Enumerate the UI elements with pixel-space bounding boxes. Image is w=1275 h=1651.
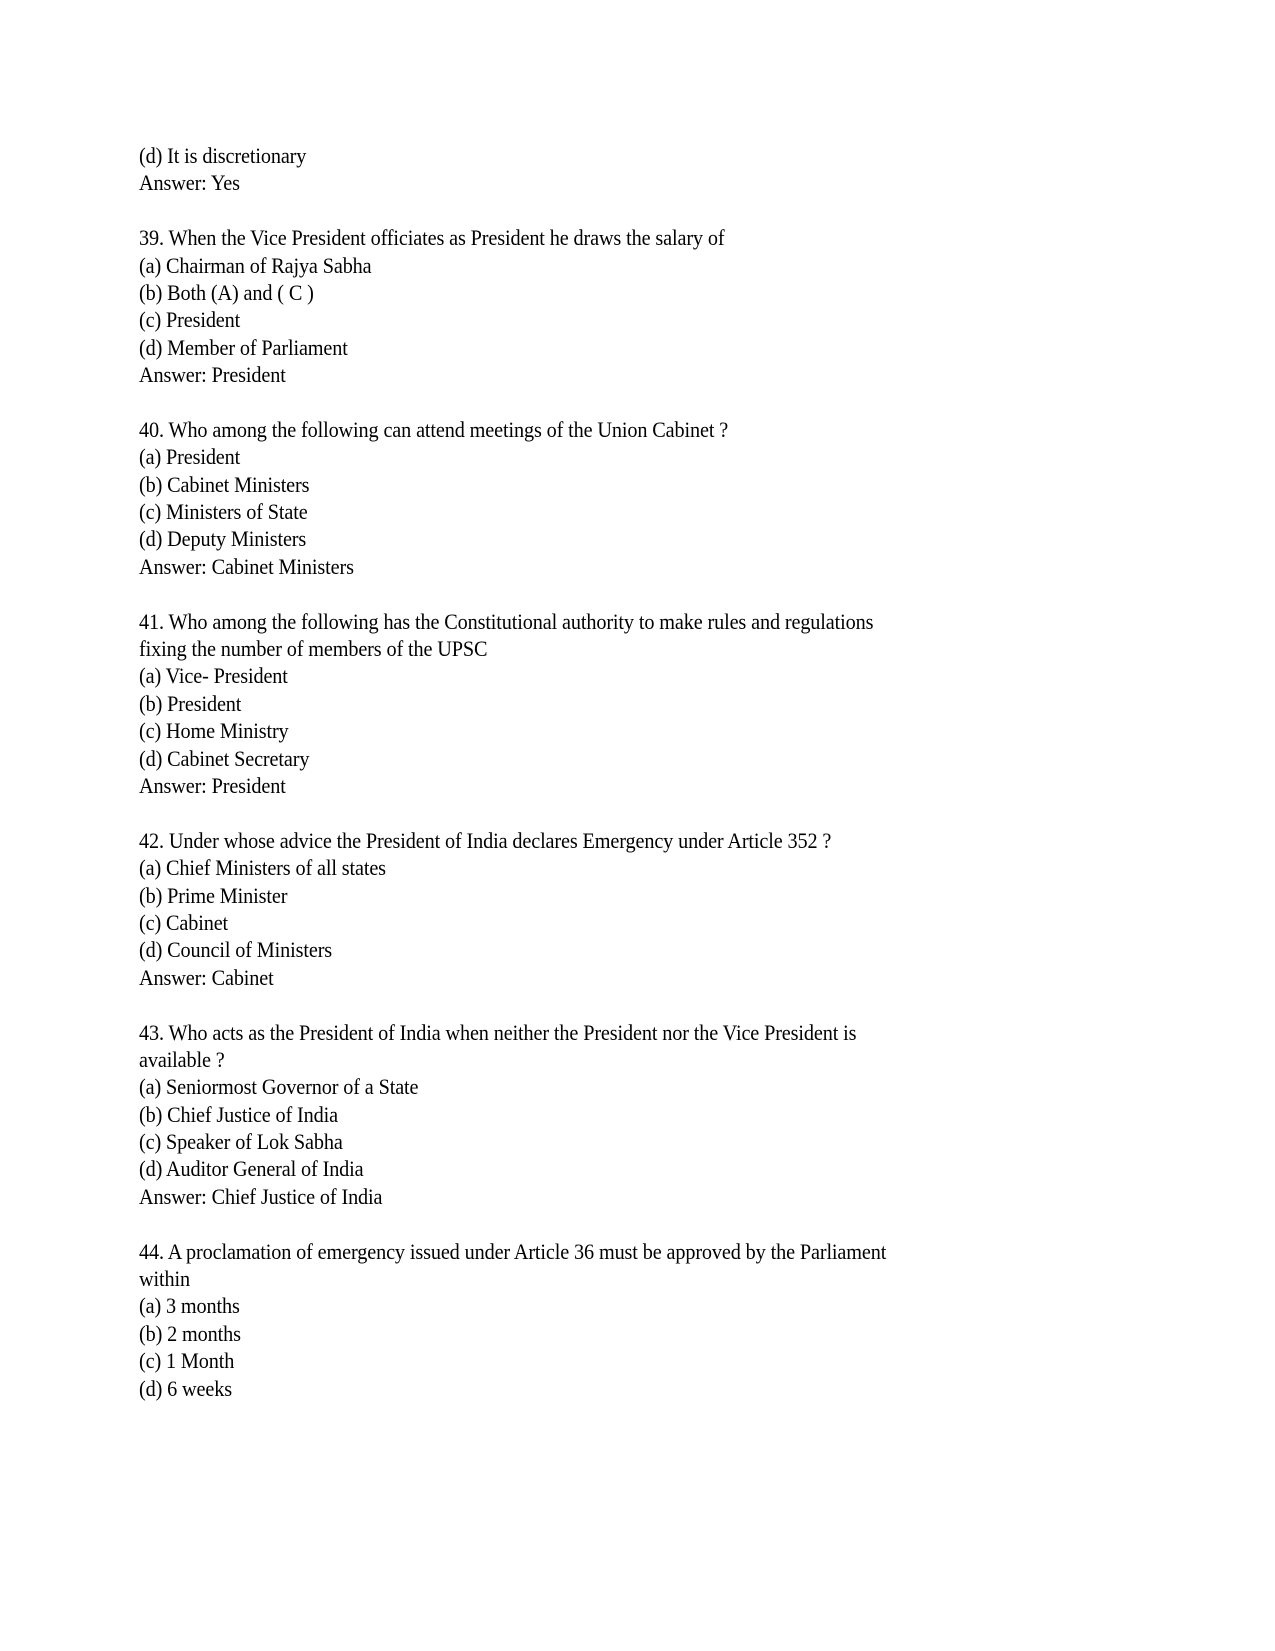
- text-line: Answer: Chief Justice of India: [139, 1183, 383, 1209]
- text-line: (a) Chairman of Rajya Sabha: [139, 252, 372, 278]
- text-line: (c) President: [139, 307, 241, 333]
- text-line: 40. Who among the following can attend meetings of the Union Cabinet ?: [139, 416, 729, 442]
- text-line: (c) Ministers of State: [139, 499, 308, 525]
- text-line: 41. Who among the following has the Constitutional authority to make rules and regulations: [139, 608, 874, 634]
- text-line: (a) Seniormost Governor of a State: [139, 1074, 419, 1100]
- text-line: within: [139, 1266, 190, 1292]
- text-line: 42. Under whose advice the President of India declares Emergency under Article 352 ?: [139, 827, 832, 853]
- text-line: (d) 6 weeks: [139, 1375, 232, 1401]
- text-line: fixing the number of members of the UPSC: [139, 636, 488, 662]
- text-line: (d) Deputy Ministers: [139, 526, 307, 552]
- text-line: 43. Who acts as the President of India when neither the President nor the Vice President is: [139, 1019, 857, 1045]
- text-line: Answer: Yes: [139, 170, 240, 196]
- text-line: 44. A proclamation of emergency issued under Article 36 must be approved by the Parliament: [139, 1238, 887, 1264]
- text-line: (b) Prime Minister: [139, 882, 288, 908]
- text-line: (c) 1 Month: [139, 1348, 235, 1374]
- document-text-body: [139, 142, 1039, 1402]
- text-line: (a) Chief Ministers of all states: [139, 855, 386, 881]
- text-line: (c) Speaker of Lok Sabha: [139, 1129, 343, 1155]
- text-line: (b) Both (A) and ( C ): [139, 279, 314, 305]
- text-block-question-44: [139, 1238, 1039, 1402]
- text-line: (d) Member of Parliament: [139, 334, 348, 360]
- text-line: (d) Auditor General of India: [139, 1156, 364, 1182]
- text-line: (a) 3 months: [139, 1293, 240, 1319]
- text-block-question-41: [139, 608, 1039, 800]
- text-line: Answer: Cabinet: [139, 964, 274, 990]
- text-line: (a) President: [139, 444, 241, 470]
- text-line: (b) Cabinet Ministers: [139, 471, 310, 497]
- text-line: (b) President: [139, 690, 242, 716]
- text-line: (d) Cabinet Secretary: [139, 745, 310, 771]
- text-line: (c) Cabinet: [139, 909, 229, 935]
- text-line: (d) Council of Ministers: [139, 937, 333, 963]
- text-line: 39. When the Vice President officiates as President he draws the salary of: [139, 225, 725, 251]
- text-block-question-40: [139, 416, 1039, 580]
- text-block-question-42: [139, 827, 1039, 991]
- text-block-question-39: [139, 224, 1039, 388]
- text-line: (b) Chief Justice of India: [139, 1101, 338, 1127]
- text-line: available ?: [139, 1046, 225, 1072]
- text-line: Answer: Cabinet Ministers: [139, 553, 354, 579]
- text-line: (a) Vice- President: [139, 663, 288, 689]
- text-line: (d) It is discretionary: [139, 143, 307, 168]
- text-line: Answer: President: [139, 772, 286, 798]
- text-block-question-43: [139, 1019, 1039, 1211]
- text-line: (b) 2 months: [139, 1320, 241, 1346]
- text-line: Answer: President: [139, 362, 286, 388]
- text-line: (c) Home Ministry: [139, 718, 289, 744]
- text-block-block-38-tail: [139, 142, 1039, 197]
